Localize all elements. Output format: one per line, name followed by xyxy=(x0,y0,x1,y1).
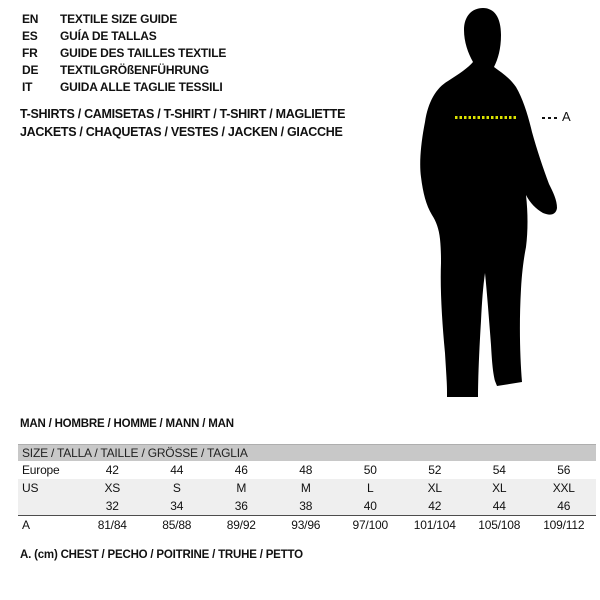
table-cell: 34 xyxy=(170,499,184,513)
table-cell: 97/100 xyxy=(352,518,388,532)
size-table-header: SIZE / TALLA / TAILLE / GRÖSSE / TAGLIA xyxy=(18,444,596,461)
table-cell: 52 xyxy=(428,463,442,477)
table-cell: 44 xyxy=(492,499,506,513)
category-list xyxy=(20,105,345,141)
table-cell: 101/104 xyxy=(413,518,456,532)
table-cell: 93/96 xyxy=(291,518,321,532)
row-label: Europe xyxy=(22,463,60,477)
table-cell: 50 xyxy=(363,463,377,477)
table-cell: 109/112 xyxy=(543,518,585,532)
category-line-jackets: JACKETS / CHAQUETAS / VESTES / JACKEN / GIACCHE xyxy=(20,125,343,139)
table-cell: 44 xyxy=(170,463,184,477)
table-cell: XL xyxy=(492,481,507,495)
language-list xyxy=(22,11,226,96)
table-cell: M xyxy=(236,481,247,495)
language-name: TEXTILE SIZE GUIDE xyxy=(60,12,178,26)
table-cell: 54 xyxy=(492,463,506,477)
table-cell: 48 xyxy=(299,463,313,477)
table-row-us xyxy=(18,479,596,497)
table-cell: 38 xyxy=(299,499,313,513)
man-silhouette xyxy=(416,5,566,401)
size-table xyxy=(18,444,596,533)
language-name: GUÍA DE TALLAS xyxy=(60,29,157,43)
language-code: ES xyxy=(22,29,38,43)
measure-leader-dashes xyxy=(542,117,558,119)
language-name: GUIDE DES TAILLES TEXTILE xyxy=(60,46,227,60)
language-row xyxy=(22,62,226,79)
language-row xyxy=(22,79,226,96)
footnote-chest: A. (cm) CHEST / PECHO / POITRINE / TRUHE / PETTO xyxy=(20,549,303,561)
table-cell: 32 xyxy=(105,499,119,513)
table-cell: 46 xyxy=(234,463,248,477)
table-cell: 105/108 xyxy=(478,518,521,532)
table-cell: 40 xyxy=(363,499,377,513)
table-cell: XS xyxy=(104,481,121,495)
chest-measure-line xyxy=(455,116,517,119)
language-row xyxy=(22,28,226,45)
language-code: FR xyxy=(22,46,38,60)
language-code: EN xyxy=(22,12,39,26)
language-row xyxy=(22,45,226,62)
table-cell: 42 xyxy=(428,499,442,513)
table-row-europe xyxy=(18,461,596,479)
row-label xyxy=(18,497,80,515)
table-cell: L xyxy=(367,481,374,495)
language-row xyxy=(22,11,226,28)
language-name: GUIDA ALLE TAGLIE TESSILI xyxy=(60,80,223,94)
language-code: IT xyxy=(22,80,33,94)
table-cell: 36 xyxy=(234,499,248,513)
table-row-chest-a xyxy=(18,515,596,533)
table-cell: 89/92 xyxy=(226,518,256,532)
language-code: DE xyxy=(22,63,39,77)
row-label: A xyxy=(22,518,30,532)
table-row-numeric xyxy=(18,497,596,515)
category-line-tshirts: T-SHIRTS / CAMISETAS / T-SHIRT / T-SHIRT / MAGLIETTE xyxy=(20,107,346,121)
table-cell: XL xyxy=(427,481,442,495)
man-silhouette-svg xyxy=(416,5,566,401)
table-cell: XXL xyxy=(552,481,575,495)
language-name: TEXTILGRÖßENFÜHRUNG xyxy=(60,63,209,77)
table-cell: 85/88 xyxy=(162,518,192,532)
table-cell: S xyxy=(172,481,181,495)
measure-label-a: A xyxy=(562,109,571,124)
table-cell: 81/84 xyxy=(97,518,127,532)
row-label: US xyxy=(22,481,39,495)
table-cell: M xyxy=(300,481,311,495)
table-cell: 56 xyxy=(557,463,571,477)
section-title-man: MAN / HOMBRE / HOMME / MANN / MAN xyxy=(20,418,234,430)
table-cell: 42 xyxy=(105,463,119,477)
table-cell: 46 xyxy=(557,499,571,513)
